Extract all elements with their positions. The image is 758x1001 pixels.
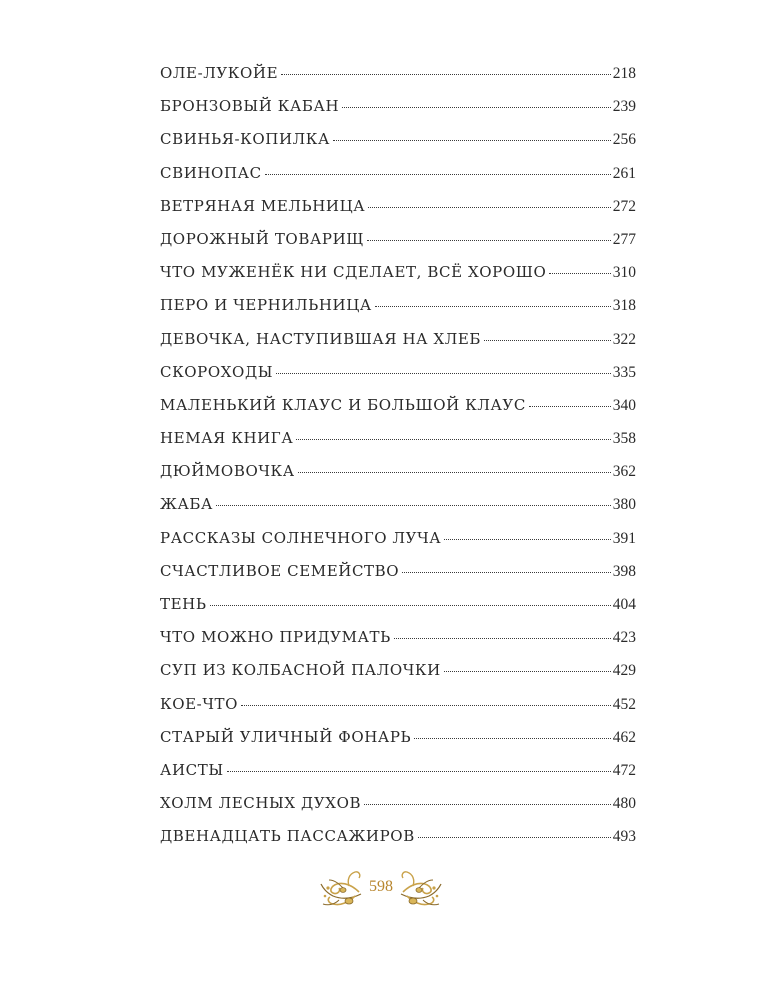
toc-entry-page: 404 xyxy=(612,596,636,613)
toc-entry-page: 358 xyxy=(612,430,636,448)
toc-entry-title: БРОНЗОВЫЙ КАБАН xyxy=(160,97,340,116)
toc-dot-leader xyxy=(444,671,611,672)
toc-dot-leader xyxy=(367,240,611,241)
floral-ornament-right-icon xyxy=(401,872,441,905)
toc-entry-title: СУП ИЗ КОЛБАСНОЙ ПАЛОЧКИ xyxy=(160,661,441,680)
toc-dot-leader xyxy=(549,273,610,274)
toc-entry-title: СЧАСТЛИВОЕ СЕМЕЙСТВО xyxy=(160,561,400,580)
toc-entry-title: ДЮЙМОВОЧКА xyxy=(160,462,295,481)
toc-entry-page: 429 xyxy=(612,662,636,680)
toc-entry xyxy=(160,64,636,97)
toc-entry xyxy=(160,130,636,163)
toc-dot-leader xyxy=(241,705,611,706)
toc-dot-leader xyxy=(276,373,611,374)
floral-ornament-left-icon xyxy=(321,872,361,905)
toc-entry-page: 391 xyxy=(612,529,636,547)
toc-entry-title: ЖАБА xyxy=(160,495,213,514)
toc-dot-leader xyxy=(216,505,611,506)
toc-entry xyxy=(160,197,636,230)
toc-entry xyxy=(160,97,636,130)
toc-entry xyxy=(160,529,636,562)
toc-entry xyxy=(160,827,636,860)
toc-entry-title: ДВЕНАДЦАТЬ ПАССАЖИРОВ xyxy=(160,827,415,846)
toc-entry-title: СКОРОХОДЫ xyxy=(160,362,274,381)
page-number: 598 xyxy=(369,878,393,895)
toc-entry-title: ХОЛМ ЛЕСНЫХ ДУХОВ xyxy=(160,794,362,813)
toc-entry xyxy=(160,695,636,728)
toc-entry-page: 423 xyxy=(612,629,636,647)
toc-entry-title: КОЕ-ЧТО xyxy=(160,694,239,713)
toc-entry xyxy=(160,495,636,528)
toc-entry-title: ЧТО МОЖНО ПРИДУМАТЬ xyxy=(160,628,391,647)
toc-entry xyxy=(160,164,636,197)
toc-dot-leader xyxy=(298,472,611,473)
toc-dot-leader xyxy=(227,771,611,772)
toc-entry-page: 272 xyxy=(612,197,636,215)
toc-entry-page: 261 xyxy=(612,164,636,182)
toc-dot-leader xyxy=(444,539,610,540)
toc-dot-leader xyxy=(364,804,611,805)
toc-entry xyxy=(160,562,636,595)
toc-dot-leader xyxy=(265,174,611,175)
table-of-contents xyxy=(160,64,636,861)
toc-entry-page: 322 xyxy=(612,330,636,348)
toc-entry-page: 310 xyxy=(612,264,636,282)
toc-entry-page: 398 xyxy=(612,562,636,580)
toc-entry-title: СВИНОПАС xyxy=(160,163,262,182)
toc-entry xyxy=(160,263,636,296)
toc-entry xyxy=(160,794,636,827)
toc-entry xyxy=(160,396,636,429)
toc-entry xyxy=(160,429,636,462)
toc-entry-page: 462 xyxy=(612,728,636,746)
toc-dot-leader xyxy=(368,207,611,208)
toc-entry-page: 472 xyxy=(612,761,636,779)
toc-dot-leader xyxy=(281,74,611,75)
toc-entry-title: ДОРОЖНЫЙ ТОВАРИЩ xyxy=(160,229,364,248)
toc-dot-leader xyxy=(394,638,611,639)
toc-entry xyxy=(160,330,636,363)
toc-entry xyxy=(160,761,636,794)
toc-dot-leader xyxy=(210,605,611,606)
toc-entry-title: ТЕНЬ xyxy=(160,595,207,613)
toc-entry xyxy=(160,296,636,329)
toc-entry-title: ЧТО МУЖЕНЁК НИ СДЕЛАЕТ, ВСЁ ХОРОШО xyxy=(160,263,547,282)
toc-entry-title: СВИНЬЯ-КОПИЛКА xyxy=(160,130,330,149)
toc-dot-leader xyxy=(414,738,610,739)
toc-entry-title: НЕМАЯ КНИГА xyxy=(160,429,294,448)
toc-dot-leader xyxy=(529,406,611,407)
toc-entry-page: 335 xyxy=(612,363,636,381)
toc-dot-leader xyxy=(402,572,611,573)
toc-entry-title: СТАРЫЙ УЛИЧНЫЙ ФОНАРЬ xyxy=(160,727,412,746)
toc-dot-leader xyxy=(296,439,610,440)
toc-entry-title: ДЕВОЧКА, НАСТУПИВШАЯ НА ХЛЕБ xyxy=(160,329,482,348)
toc-entry-title: РАССКАЗЫ СОЛНЕЧНОГО ЛУЧА xyxy=(160,528,442,547)
toc-entry-page: 493 xyxy=(612,828,636,846)
toc-entry-title: ВЕТРЯНАЯ МЕЛЬНИЦА xyxy=(160,196,366,215)
toc-entry-title: ОЛЕ-ЛУКОЙЕ xyxy=(160,64,279,82)
toc-entry-page: 256 xyxy=(612,131,636,149)
toc-dot-leader xyxy=(418,837,611,838)
toc-entry-page: 380 xyxy=(612,496,636,514)
toc-entry-title: ПЕРО И ЧЕРНИЛЬНИЦА xyxy=(160,296,372,315)
toc-entry xyxy=(160,628,636,661)
toc-dot-leader xyxy=(333,140,611,141)
toc-entry xyxy=(160,595,636,628)
toc-entry-page: 239 xyxy=(612,98,636,116)
toc-entry xyxy=(160,462,636,495)
toc-entry-page: 318 xyxy=(612,297,636,315)
toc-entry-page: 362 xyxy=(612,463,636,481)
toc-entry-title: МАЛЕНЬКИЙ КЛАУС И БОЛЬШОЙ КЛАУС xyxy=(160,395,526,414)
toc-entry xyxy=(160,230,636,263)
toc-entry-page: 277 xyxy=(612,230,636,248)
toc-entry-page: 340 xyxy=(612,396,636,414)
toc-entry xyxy=(160,728,636,761)
toc-dot-leader xyxy=(375,306,611,307)
page-footer xyxy=(319,866,443,912)
toc-entry-page: 218 xyxy=(612,65,636,82)
toc-dot-leader xyxy=(484,340,611,341)
toc-entry-page: 480 xyxy=(612,795,636,813)
toc-entry xyxy=(160,363,636,396)
toc-entry-title: АИСТЫ xyxy=(160,760,224,779)
toc-entry xyxy=(160,661,636,694)
toc-dot-leader xyxy=(342,107,611,108)
toc-entry-page: 452 xyxy=(612,695,636,713)
